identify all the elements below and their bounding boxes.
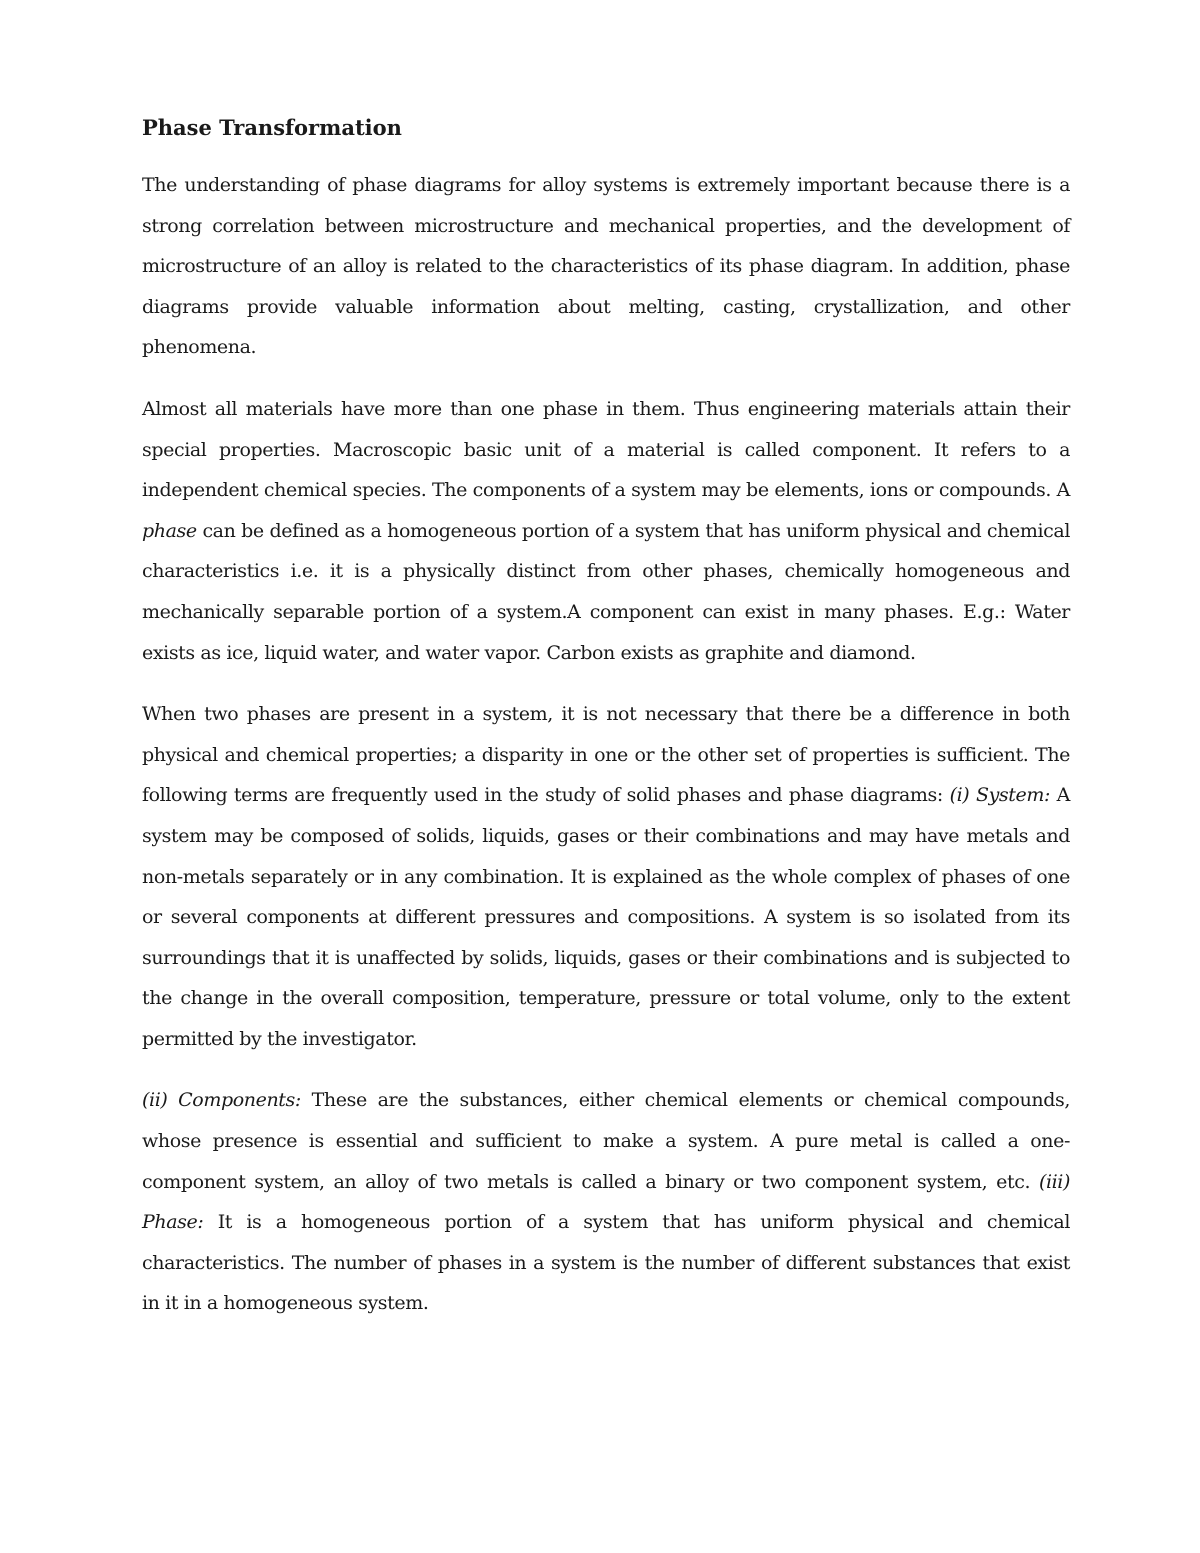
document-page <box>142 112 1070 1345</box>
paragraph-text: It is a homogeneous portion of a system that has uniform physical and chemical characteristics. The number of phases in a system is the number of different substances that exist in it in a homogeneous system. <box>142 1211 1070 1315</box>
emphasis-system: (i) System: <box>949 784 1050 807</box>
paragraph-text: These are the substances, either chemical elements or chemical compounds, whose presence is essential and sufficient to make a system. A pure metal is called a one-component system, an alloy of two metals is called a binary or two component system, etc. <box>142 1089 1070 1193</box>
paragraph-text: can be defined as a homogeneous portion of a system that has uniform physical and chemical characteristics i.e. it is a physically distinct from other phases, chemically homogeneous and mechanically separable portion of a system.A component can exist in many phases. E.g.: Water exists as ice, liquid water, and water vapor. Carbon exists as graphite and diamond. <box>142 519 1070 664</box>
emphasis-phase: phase <box>142 519 197 542</box>
emphasis-components: (ii) Components: <box>142 1089 301 1112</box>
paragraph-text: When two phases are present in a system, it is not necessary that there be a difference in both physical and chemical properties; a disparity in one or the other set of properties is sufficient. The following terms are frequently used in the study of solid phases and phase diagrams: <box>142 703 1070 807</box>
paragraph-phase-diagrams <box>142 165 1070 368</box>
paragraph-text: A system may be composed of solids, liquids, gases or their combinations and may have metals and non-metals separately or in any combination. It is explained as the whole complex of phases of one or several components at different pressures and compositions. A system is so isolated from its surroundings that it is unaffected by solids, liquids, gases or their combinations and is subjected to the change in the overall composition, temperature, pressure or total volume, only to the extent permitted by the investigator. <box>142 784 1070 1050</box>
emphasis-phase-term: (iii) Phase: <box>142 1170 1070 1234</box>
paragraph-materials-phases <box>142 389 1070 673</box>
paragraph-components-phase <box>142 1080 1070 1324</box>
paragraph-system-definition <box>142 694 1070 1059</box>
paragraph-text: Almost all materials have more than one phase in them. Thus engineering materials attain their special properties. Macroscopic basic unit of a material is called component. It refers to a independent chemical species. The components of a system may be elements, ions or compounds. A <box>142 397 1070 502</box>
paragraph-text: The understanding of phase diagrams for alloy systems is extremely important because there is a strong correlation between microstructure and mechanical properties, and the development of microstructure of an alloy is related to the characteristics of its phase diagram. In addition, phase diagrams provide valuable information about melting, casting, crystallization, and other phenomena. <box>142 174 1070 359</box>
document-title: Phase Transformation <box>142 115 402 140</box>
